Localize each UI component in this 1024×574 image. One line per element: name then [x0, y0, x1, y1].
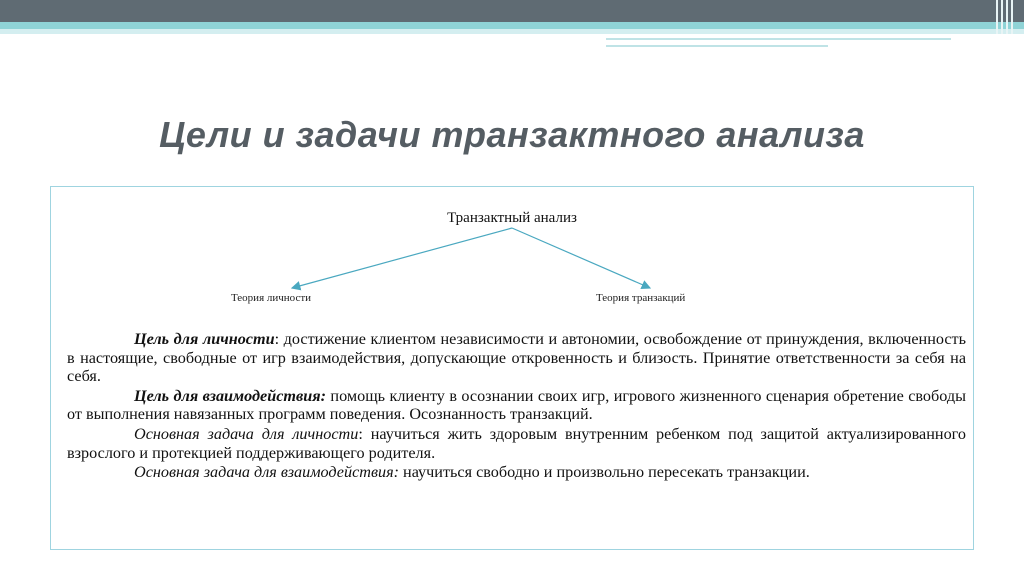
- arrow-right: [512, 228, 650, 288]
- paragraph-personal-goal: [67, 330, 966, 386]
- paragraph-lead: Основная задача для взаимодействия:: [134, 463, 399, 482]
- diagram-right-label: Теория транзакций: [596, 292, 686, 304]
- paragraph-personal-task: [67, 425, 966, 462]
- paragraph-text: помощь клиенту в осознании своих игр, игрового жизненного сценария обретение свободы от выполнения навязанных программ поведения. Осознанность транзакций.: [67, 386, 966, 424]
- paragraph-lead: Цель для личности: [134, 330, 275, 348]
- slide-title: Цели и задачи транзактного анализа: [159, 114, 865, 155]
- paragraph-sep: :: [358, 424, 363, 443]
- paragraph-lead: Цель для взаимодействия:: [134, 386, 326, 405]
- arrow-left: [292, 228, 512, 288]
- paragraph-lead: Основная задача для личности: [134, 424, 359, 443]
- text-block: [67, 330, 966, 482]
- diagram-root-label: Транзактный анализ: [447, 210, 577, 226]
- paragraph-text: достижение клиентом независимости и автономии, освобождение от принуждения, включенность в настоящие, свободные от игр взаимодействия, допускающие откровенность и близость. Принятие ответственности за себя на себя.: [67, 330, 966, 386]
- paragraph-interaction-task: [67, 463, 966, 482]
- diagram-left-label: Теория личности: [231, 292, 312, 304]
- paragraph-interaction-goal: [67, 387, 966, 424]
- paragraph-text: научиться жить здоровым внутренним ребенком под защитой актуализированного взрослого и протекцией поддерживающего родителя.: [67, 424, 966, 462]
- paragraph-sep: :: [274, 330, 280, 348]
- paragraph-text: научиться свободно и произвольно пересекать транзакции.: [398, 463, 810, 482]
